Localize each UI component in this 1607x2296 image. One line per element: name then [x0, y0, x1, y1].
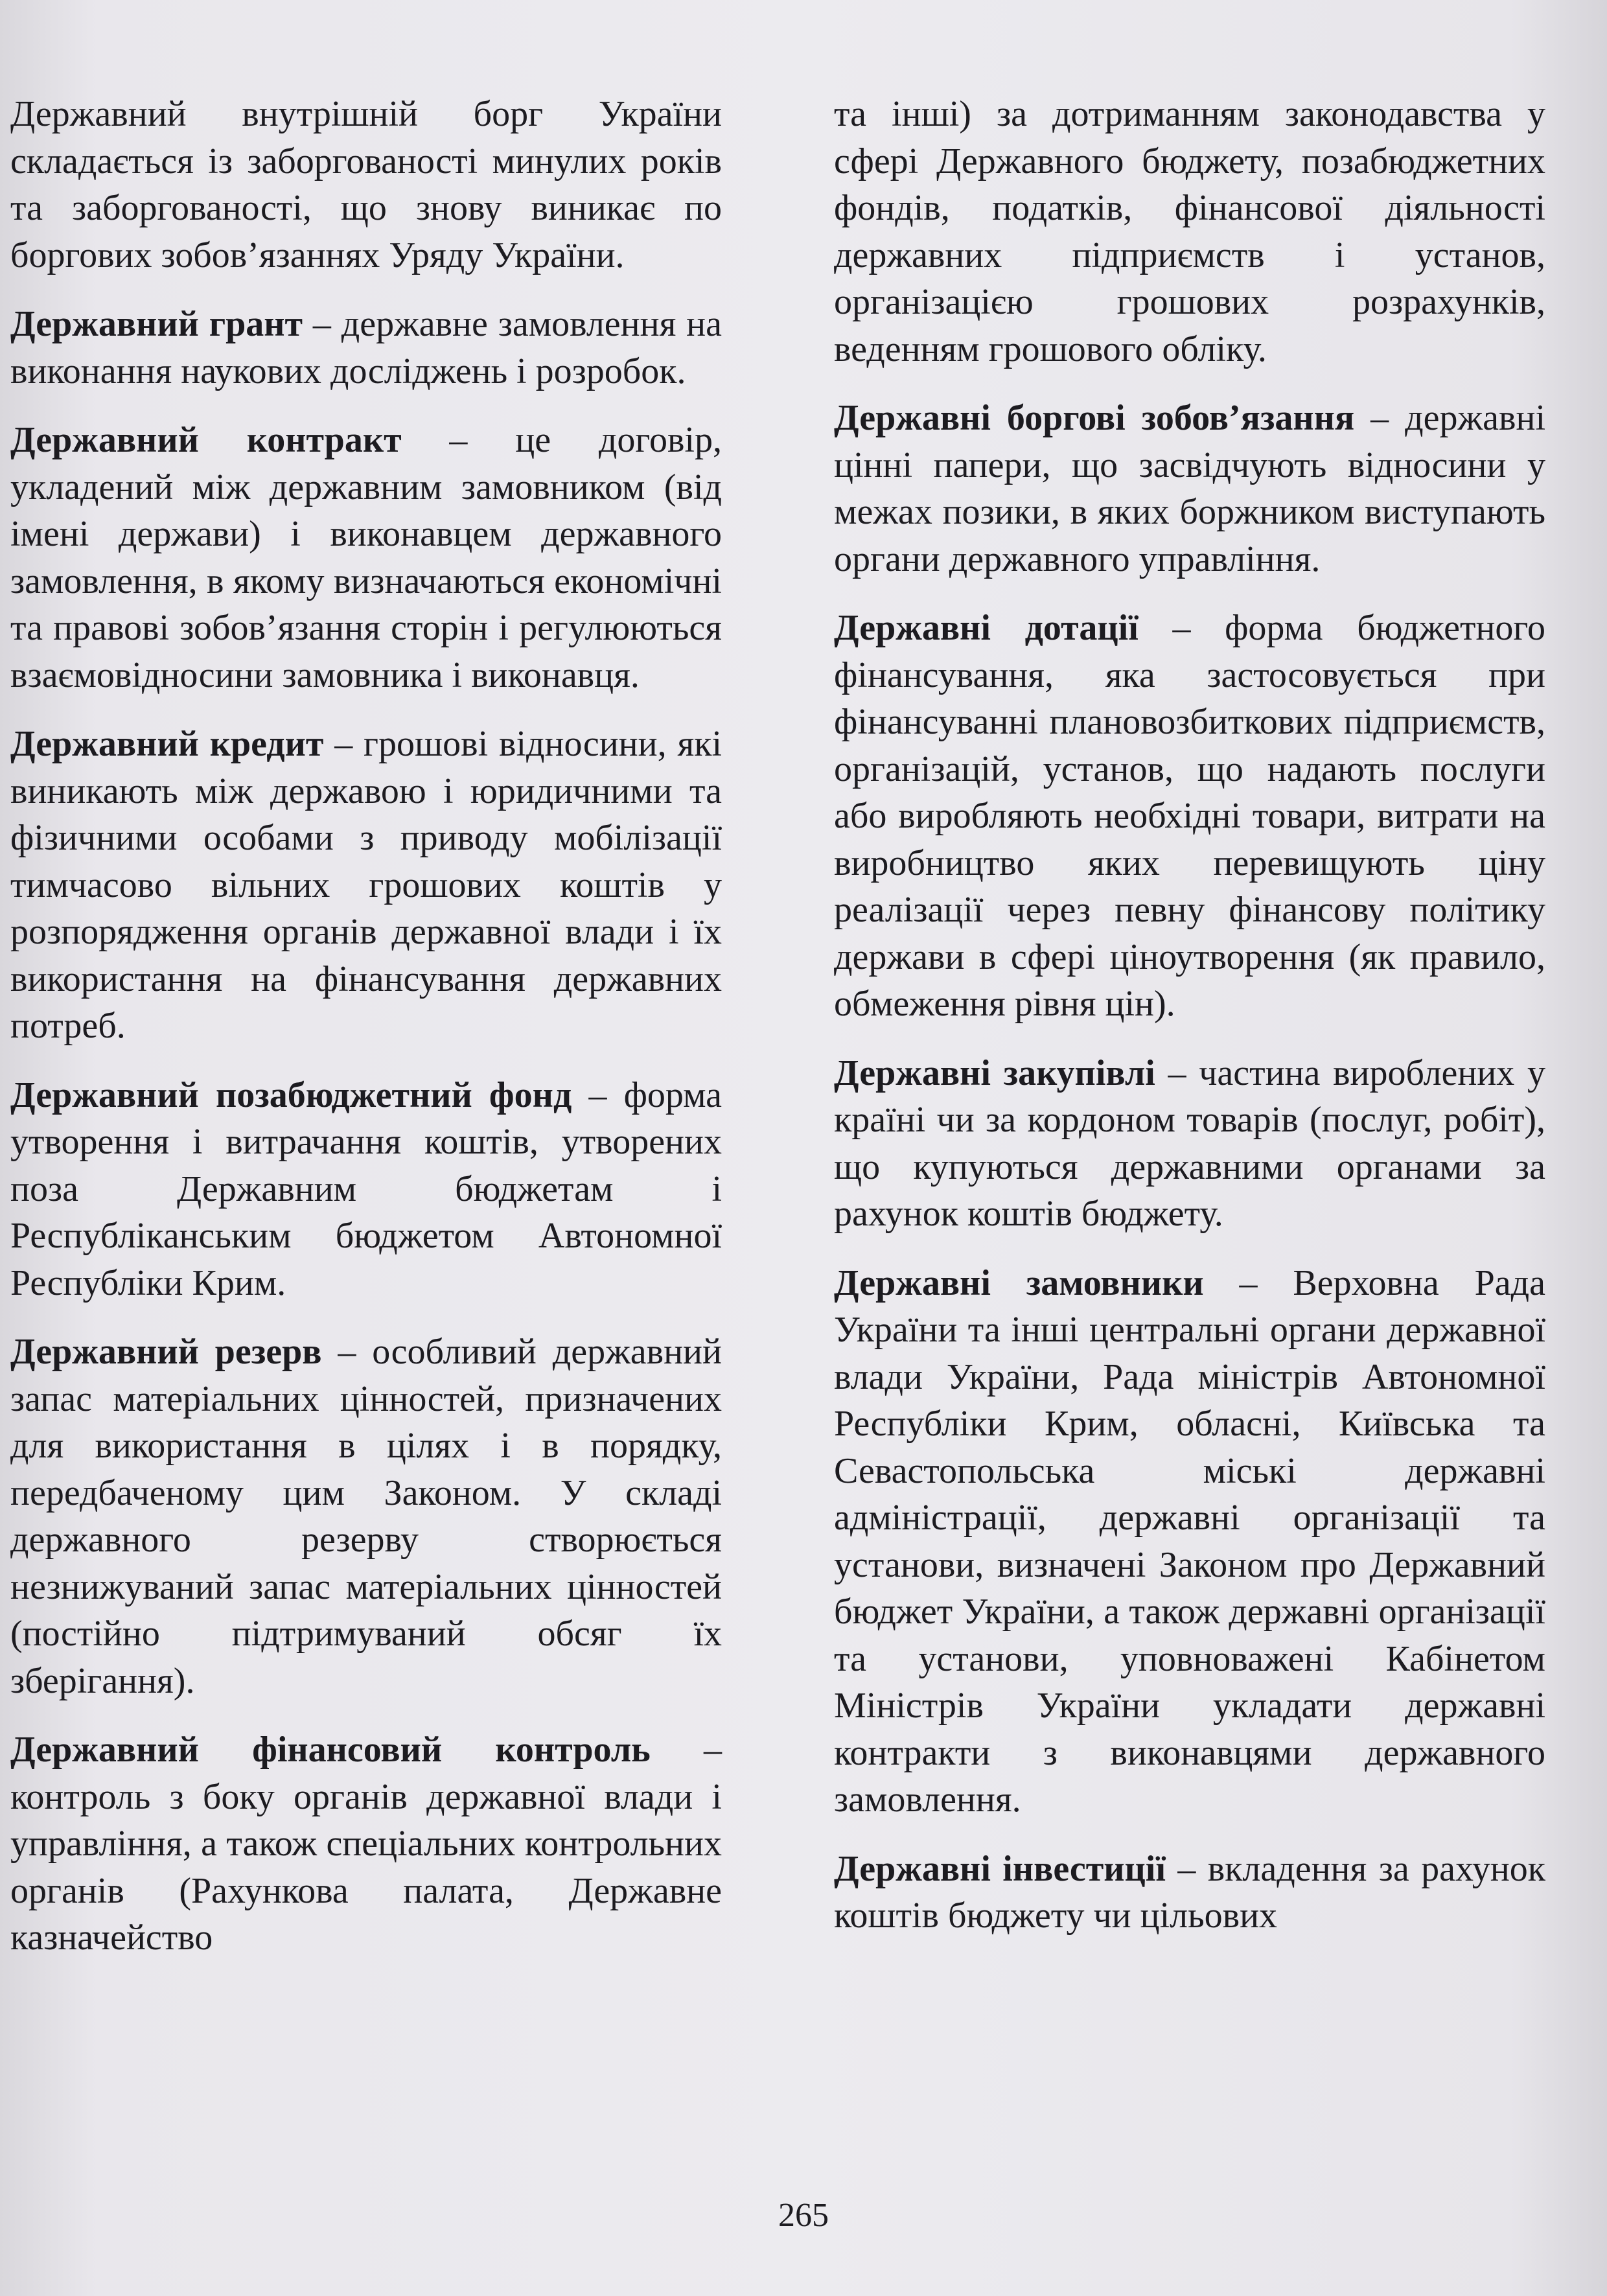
continuation-paragraph: та інші) за дотриманням законодавства у сфері Державного бюджету, позабюджетних фондів, податків, фінансової діяльності державних підприємств і установ, організацією грошових розрахунків, веденням грошового обліку.	[834, 94, 1545, 369]
entry-definition: – частина вироблених у країні чи за кордоном товарів (послуг, робіт), що купуються державними органами за рахунок коштів бюджету.	[834, 1052, 1545, 1234]
glossary-entry	[834, 605, 1545, 1028]
glossary-entry	[10, 417, 722, 699]
intro-paragraph: Державний внутрішній борг України складається із заборгованості минулих років та заборгованості, що знову виникає по боргових зобов’язаннях Уряду України.	[10, 94, 722, 275]
entry-term: Державні боргові зобов’язання	[834, 398, 1355, 438]
entry-term: Державний кредит	[10, 724, 324, 764]
entry-term: Державні закупівлі	[834, 1052, 1155, 1093]
entry-definition: – державні цінні папери, що засвідчують відносини у межах позики, в яких боржником виступають органи державного управління.	[834, 398, 1545, 579]
entry-term: Державний контракт	[10, 420, 402, 460]
entry-definition: – Верховна Рада України та інші центральні органи державної влади України, Рада міністрів Автономної Республіки Крим, обласні, Київська та Севастопольська міські державні адміністрації, державні організації та установи, визначені Законом про Державний бюджет України, а також державні організації та установи, уповноважені Кабінетом Міністрів України укладати державні контракти з виконавцями державного замовлення.	[834, 1262, 1546, 1820]
entry-term: Державні замовники	[834, 1262, 1204, 1303]
entry-definition: – державне замовлення на виконання наукових досліджень і розробок.	[10, 304, 722, 391]
glossary-entry	[10, 1072, 722, 1307]
entry-definition: – особливий державний запас матеріальних цінностей, призначених для використання в цілях і в порядку, передбаченому цим Законом. У складі державного резерву створюється незнижуваний запас матеріальних цінностей (постійно підтримуваний обсяг їх зберігання).	[10, 1332, 722, 1701]
entry-definition: – контроль з боку органів державної влади і управління, а також спеціальних контрольних органів (Рахункова палата, Державне казначейство	[10, 1730, 722, 1958]
entry-term: Державний грант	[10, 304, 303, 344]
glossary-entry	[10, 1726, 722, 1962]
entry-definition: – форма бюджетного фінансування, яка застосовується при фінансуванні плановозбиткових підприємств, організацій, установ, що надають послуги або виробляють необхідні товари, витрати на виробництво яких перевищують ціну реалізації через певну фінансову політику держави в сфері ціноутворення (як правило, обмеження рівня цін).	[834, 608, 1545, 1024]
glossary-entry	[834, 1846, 1545, 1940]
glossary-entry	[834, 1050, 1545, 1238]
page-number: 265	[778, 2197, 829, 2234]
glossary-entry	[10, 721, 722, 1050]
glossary-entry	[834, 395, 1545, 583]
glossary-entry	[834, 1260, 1545, 1824]
left-column	[10, 91, 722, 1984]
entry-term: Державний позабюджетний фонд	[10, 1074, 572, 1115]
entry-term: Державні дотації	[834, 608, 1139, 648]
glossary-entry	[10, 301, 722, 395]
entry-definition: – це договір, укладений між державним замовником (від імені держави) і виконавцем державного замовлення, в якому визначаються економічні та правові зобов’язання сторін і регулюються взаємовідносини замовника і виконавця.	[10, 420, 722, 695]
entry-definition: – форма утворення і витрачання коштів, утворених поза Державним бюджетам і Республіканським бюджетом Автономної Республіки Крим.	[10, 1074, 722, 1303]
entry-term: Державний фінансовий контроль	[10, 1730, 651, 1770]
entry-definition: – вкладення за рахунок коштів бюджету чи цільових	[834, 1848, 1546, 1936]
right-column	[834, 91, 1545, 1962]
entry-definition: – грошові відносини, які виникають між державою і юридичними та фізичними особами з приводу мобілізації тимчасово вільних грошових коштів у розпорядження органів державної влади і їх використання на фінансування державних потреб.	[10, 724, 722, 1046]
glossary-entry	[10, 1328, 722, 1704]
entry-term: Державний резерв	[10, 1332, 322, 1372]
entry-term: Державні інвестиції	[834, 1848, 1166, 1889]
